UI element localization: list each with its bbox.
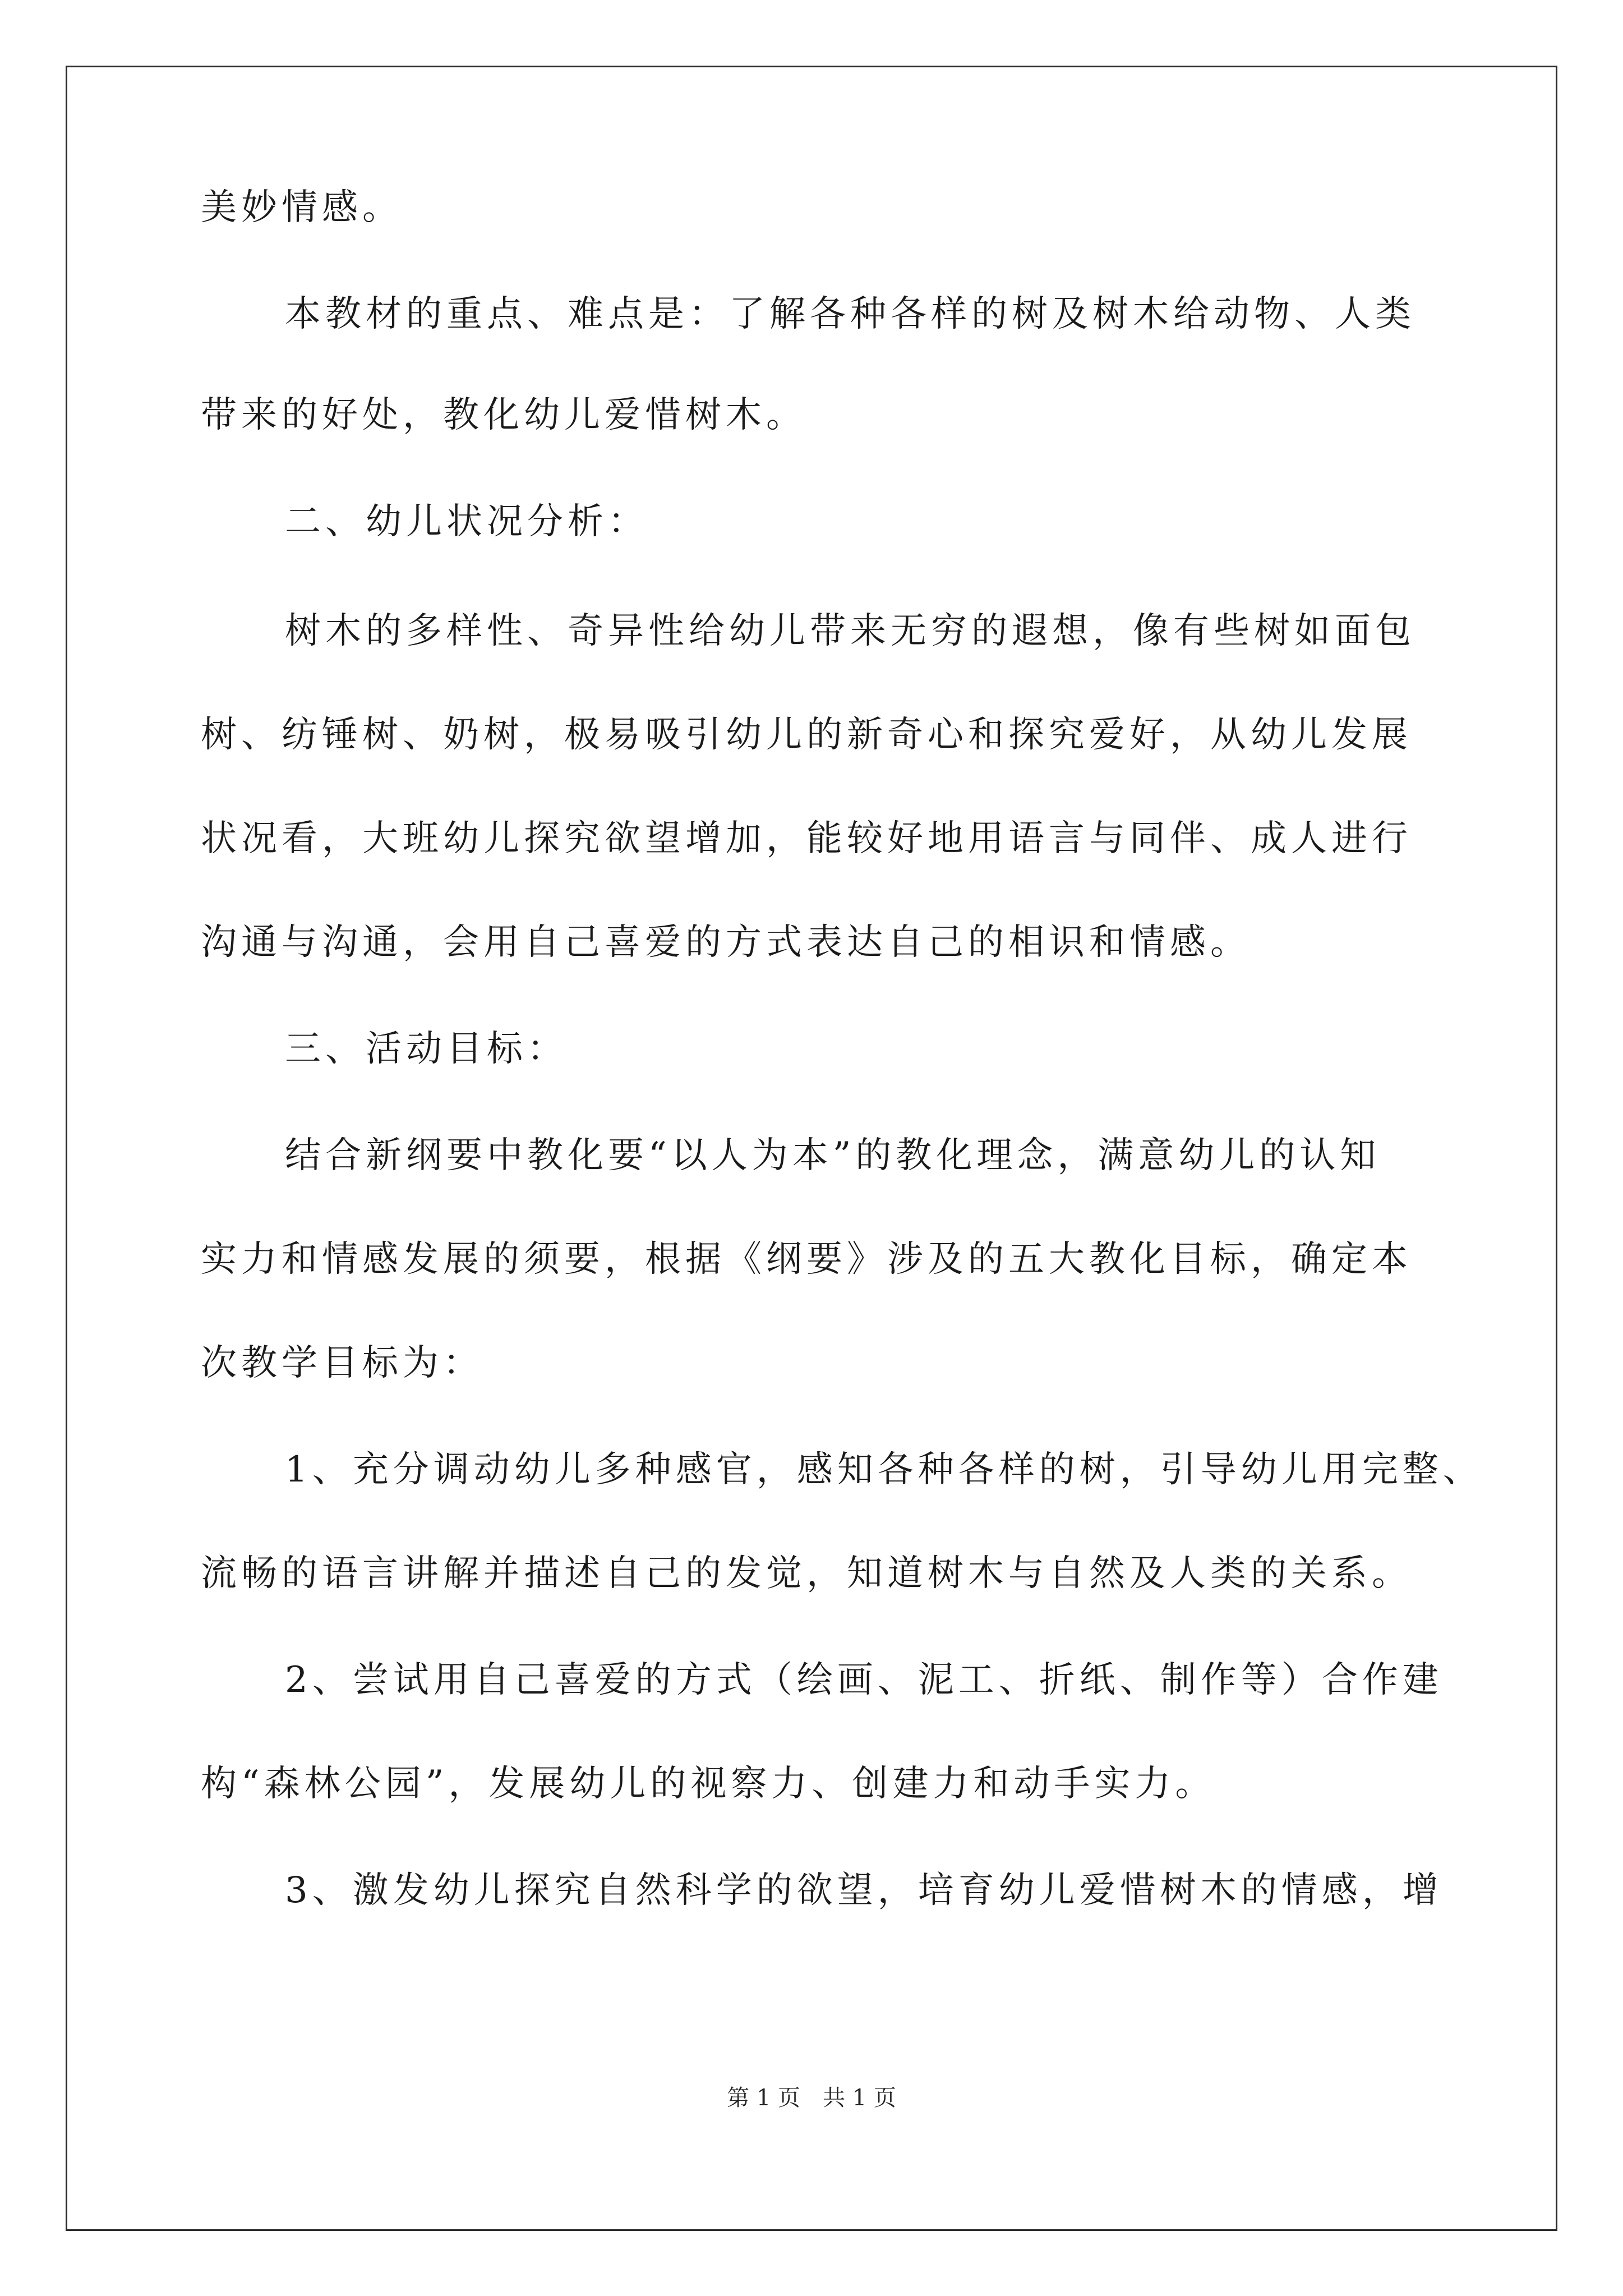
text-line-11: 实力和情感发展的须要，根据《纲要》涉及的五大教化目标，确定本 bbox=[201, 1239, 1412, 1280]
goal-item-1: 1、充分调动幼儿多种感官，感知各种各样的树，引导幼儿用完整、 bbox=[285, 1449, 1483, 1490]
text-line-2: 本教材的重点、难点是：了解各种各样的树及树木给动物、人类 bbox=[285, 293, 1415, 335]
text-line-12: 次教学目标为： bbox=[201, 1342, 483, 1384]
text-line-16: 构“森林公园”，发展幼儿的视察力、创建力和动手实力。 bbox=[201, 1763, 1216, 1805]
text-line-5: 树木的多样性、奇异性给幼儿带来无穷的遐想，像有些树如面包 bbox=[285, 610, 1415, 652]
text-line-8: 沟通与沟通，会用自己喜爱的方式表达自己的相识和情感。 bbox=[201, 922, 1251, 963]
text-line-7: 状况看，大班幼儿探究欲望增加，能较好地用语言与同伴、成人进行 bbox=[201, 818, 1412, 859]
text-line-14: 流畅的语言讲解并描述自己的发觉，知道树木与自然及人类的关系。 bbox=[201, 1553, 1412, 1594]
section-heading-2: 二、幼儿状况分析： bbox=[285, 501, 648, 542]
goal-item-2: 2、尝试用自己喜爱的方式（绘画、泥工、折纸、制作等）合作建 bbox=[285, 1659, 1443, 1701]
text-line-10: 结合新纲要中教化要“以人为本”的教化理念，满意幼儿的认知 bbox=[285, 1135, 1381, 1176]
section-heading-3: 三、活动目标： bbox=[285, 1028, 568, 1070]
page-number-footer: 第 1 页 共 1 页 bbox=[727, 2085, 896, 2111]
goal-item-3: 3、激发幼儿探究自然科学的欲望，培育幼儿爱惜树木的情感，增 bbox=[285, 1870, 1443, 1911]
text-line-3: 带来的好处，教化幼儿爱惜树木。 bbox=[201, 394, 806, 436]
text-line-6: 树、纺锤树、奶树，极易吸引幼儿的新奇心和探究爱好，从幼儿发展 bbox=[201, 714, 1412, 756]
text-line-1: 美妙情感。 bbox=[201, 187, 403, 228]
